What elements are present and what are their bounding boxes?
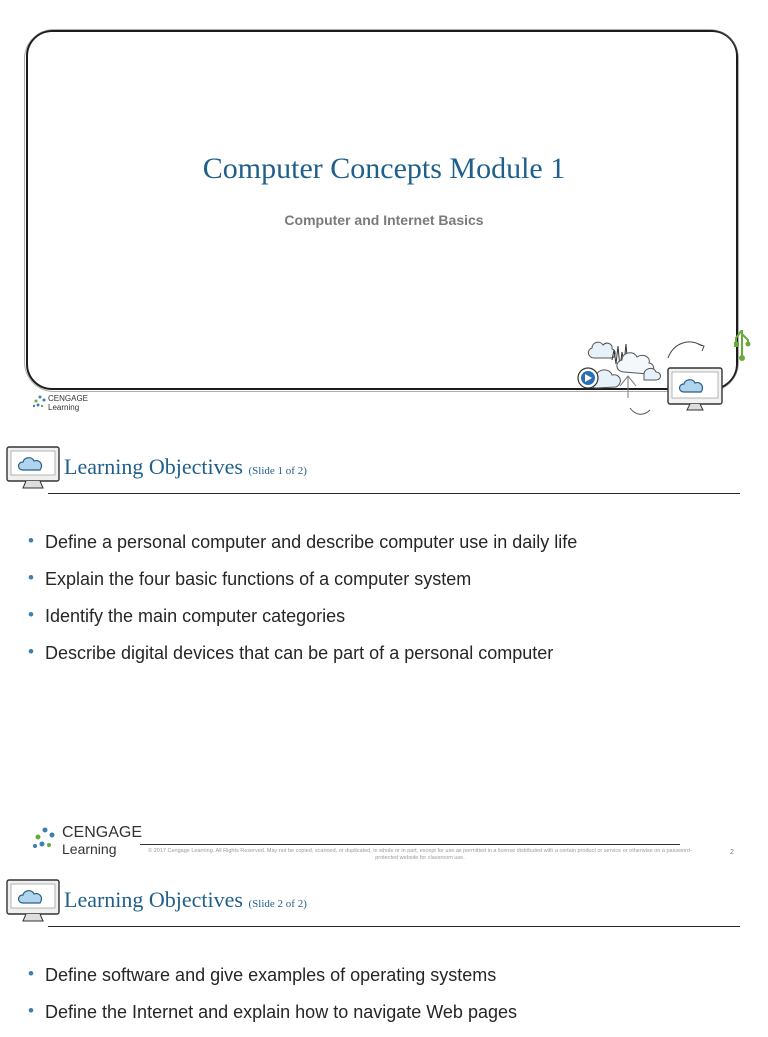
heading-note: (Slide 1 of 2) [248,465,307,477]
list-item: • Identify the main computer categories [28,604,577,641]
slide-heading [64,887,307,913]
page-number: 2 [730,849,734,856]
cengage-logo-icon [32,394,48,412]
cengage-logo-footer [32,824,142,860]
cloud-network-illustration [572,330,768,422]
heading-text: Learning Objectives [64,887,243,912]
footer-divider [140,844,680,845]
cengage-logo-icon [32,826,58,856]
copyright-notice: © 2017 Cengage Learning. All Rights Reserved. May not be copied, scanned, or duplicated, in whole or in part, except for use as permitted in a license distributed with a certain product or service or otherwise on a password-protected website for classroom use. [148,848,692,861]
list-item: • Define a personal computer and describe computer use in daily life [28,530,577,567]
heading-text: Learning Objectives [64,454,243,479]
list-item: • Describe digital devices that can be part of a personal computer [28,641,577,678]
monitor-cloud-icon [668,368,722,410]
slide-subtitle: Computer and Internet Basics [284,212,484,228]
play-icon [578,368,598,388]
heading-divider [48,493,740,494]
objectives-list [28,963,517,1037]
cengage-logo [32,393,102,417]
heading-divider [48,926,740,927]
logo-text-learning: Learning [48,403,80,412]
list-item: • Explain the four basic functions of a computer system [28,567,577,604]
list-item: • Define the Internet and explain how to navigate Web pages [28,1000,517,1037]
logo-text-cengage: CENGAGE [48,394,89,403]
slide-title: Computer Concepts Module 1 [202,152,566,185]
logo-text-learning: Learning [62,841,117,857]
list-item: • Define software and give examples of operating systems [28,963,517,1000]
cloud-monitor-icon [6,879,60,925]
objectives-list [28,530,577,678]
slide-heading [64,454,307,480]
heading-note: (Slide 2 of 2) [248,898,307,910]
cloud-monitor-icon [6,446,60,492]
logo-text-cengage: CENGAGE [62,824,143,841]
usb-icon [734,330,751,361]
